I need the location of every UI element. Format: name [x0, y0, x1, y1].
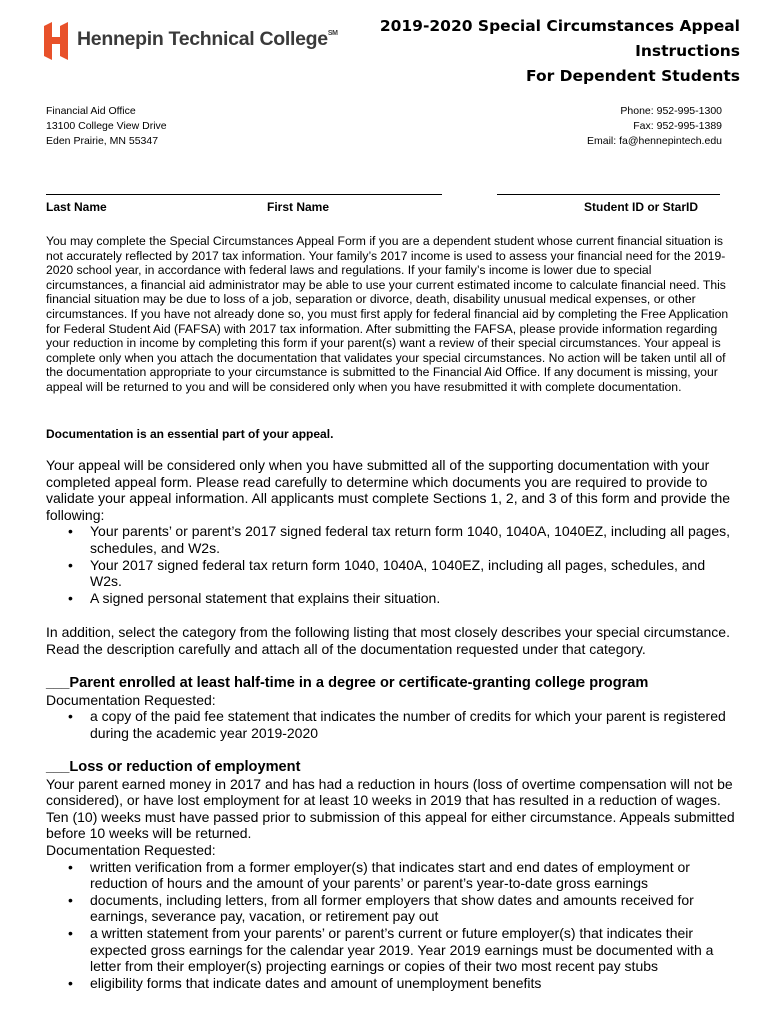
- intro-paragraph: You may complete the Special Circumstances Appeal Form if you are a dependent student whose current financial situation is not accurately reflected by 2017 tax information. Your family’s 2017 income is used to assess your financial need for the 2019-2020 school year, in accordance with federal laws and regulations. If your family’s income is lower due to special circumstances, a financial aid administrator may be able to use your current estimated income to calculate financial need. This financial situation may be due to loss of a job, separation or divorce, death, disability unusual medical expenses, or other circumstances. If you have not already done so, you must first apply for federal financial aid by completing the Free Application for Federal Student Aid (FAFSA) with 2017 tax information. After submitting the FAFSA, please provide information regarding your reduction in income by completing this form if your parent(s) want a review of their special circumstances. Your appeal is complete only when you attach the documentation that validates your special circumstances. No action will be taken until all of the documentation appropriate to your circumstance is submitted to the Financial Aid Office. If any document is missing, your appeal will be returned to you and will be considered only when you have resubmitted it with complete documentation.: [46, 234, 729, 394]
- list-item: • Your parents’ or parent’s 2017 signed federal tax return form 1040, 1040A, 1040EZ, including all pages, schedules, and W2s.: [90, 523, 736, 556]
- first-name-label: First Name: [267, 200, 330, 214]
- fax-number: Fax: 952-995-1389: [633, 120, 722, 132]
- category-heading: [46, 758, 736, 776]
- logo-text: Hennepin Technical College℠: [77, 28, 338, 50]
- category-parent-enrolled: [46, 674, 736, 741]
- office-street: 13100 College View Drive: [46, 120, 167, 132]
- student-id-label: Student ID or StarID: [584, 200, 699, 214]
- title-line: Instructions: [635, 42, 740, 60]
- last-name-label: Last Name: [46, 200, 107, 214]
- office-address: [46, 104, 167, 149]
- list-item: • a written statement from your parents’ or parent’s current or future employer(s) that indicates their expected gross earnings for the calendar year 2019. Year 2019 earnings must be documented with a letter from their employer(s) projecting earnings or copies of their two most recent pay stubs: [90, 925, 736, 975]
- category-description: Your parent earned money in 2017 and has had a reduction in hours (loss of overtime compensation will not be considered), or have lost employment for at least 10 weeks in 2019 that has resulted in a reduction of wages. Ten (10) weeks must have passed prior to submission of this appeal for either circumstance. Appeals submitted before 10 weeks will be returned.: [46, 775, 735, 842]
- list-item: • documents, including letters, from all former employers that show dates and amounts received for earnings, severance pay, vacation, or retirement pay out: [90, 892, 736, 925]
- office-contact: [587, 104, 722, 149]
- office-city: Eden Prairie, MN 55347: [46, 135, 159, 147]
- title-line: 2019-2020 Special Circumstances Appeal: [379, 17, 740, 35]
- name-line[interactable]: [46, 194, 442, 195]
- category-title: Loss or reduction of employment: [69, 759, 301, 775]
- email-address: Email: fa@hennepintech.edu: [587, 135, 722, 147]
- requirements-block: [46, 457, 736, 606]
- college-logo: [44, 22, 344, 62]
- category-heading: [46, 674, 736, 692]
- student-id-line[interactable]: [497, 194, 720, 195]
- documentation-list: [46, 708, 736, 741]
- list-item: • a copy of the paid fee statement that indicates the number of credits for which your parent is registered during the academic year 2019-2020: [90, 708, 736, 741]
- phone-number: Phone: 952-995-1300: [620, 105, 722, 117]
- documentation-label: Documentation Requested:: [46, 841, 216, 858]
- title-line: For Dependent Students: [525, 67, 740, 85]
- logo-mark-icon: [44, 22, 68, 60]
- documentation-list: [46, 859, 736, 992]
- category-title: Parent enrolled at least half-time in a degree or certificate-granting college program: [69, 675, 649, 691]
- documentation-label: Documentation Requested:: [46, 691, 216, 708]
- category-loss-of-employment: [46, 758, 736, 991]
- checkbox-blank[interactable]: ___: [46, 674, 70, 690]
- requirements-list: [46, 523, 736, 606]
- list-item: • eligibility forms that indicate dates and amount of unemployment benefits: [90, 975, 736, 992]
- addition-paragraph: In addition, select the category from the following listing that most closely describes your special circumstance. Read the description carefully and attach all of the documentation requested under that category.: [46, 624, 730, 657]
- documentation-essential-note: Documentation is an essential part of your appeal.: [46, 427, 334, 441]
- checkbox-blank[interactable]: ___: [46, 758, 70, 774]
- list-item: • Your 2017 signed federal tax return form 1040, 1040A, 1040EZ, including all pages, schedules, and W2s.: [90, 557, 736, 590]
- page-title: [380, 14, 740, 89]
- requirements-text: Your appeal will be considered only when you have submitted all of the supporting documentation with your completed appeal form. Please read carefully to determine which documents you are required to provide to validate your appeal information. All applicants must complete Sections 1, 2, and 3 of this form and provide the following:: [46, 457, 731, 523]
- office-name: Financial Aid Office: [46, 105, 136, 117]
- list-item: • written verification from a former employer(s) that indicates start and end dates of employment or reduction of hours and the amount of your parents’ or parent’s year-to-date gross earnings: [90, 859, 736, 892]
- list-item: • A signed personal statement that explains their situation.: [90, 590, 736, 607]
